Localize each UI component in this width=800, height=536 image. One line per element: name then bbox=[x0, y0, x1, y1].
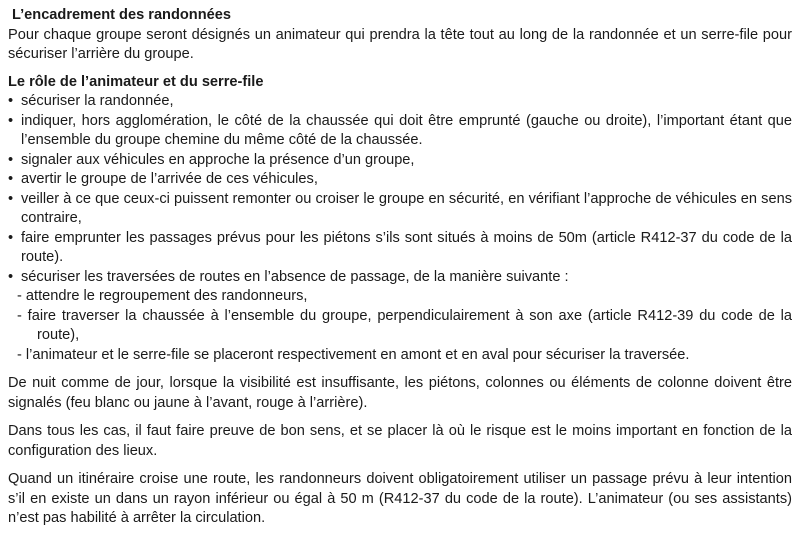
role-list bbox=[8, 92, 792, 365]
intro-paragraph: Pour chaque groupe seront désignés un animateur qui prendra la tête tout au long de la randonnée et un serre-file pour sécuriser l’arrière du groupe. bbox=[8, 26, 792, 62]
sub-list-item: - l’animateur et le serre-file se placeront respectivement en amont et en aval pour sécuriser la traversée. bbox=[8, 346, 792, 366]
section-title-role: Le rôle de l’animateur et du serre-file bbox=[8, 73, 264, 90]
list-item: • signaler aux véhicules en approche la présence d’un groupe, bbox=[8, 151, 792, 171]
sub-list-item: - faire traverser la chaussée à l’ensemble du groupe, perpendiculairement à son axe (article R412-39 du code de la route), bbox=[8, 307, 792, 346]
list-item: • sécuriser les traversées de routes en l’absence de passage, de la manière suivante : bbox=[8, 268, 792, 288]
paragraph-bon-sens: Dans tous les cas, il faut faire preuve de bon sens, et se placer là où le risque est le moins important en fonction de la configuration des lieux. bbox=[8, 423, 792, 459]
paragraph-itineraire: Quand un itinéraire croise une route, les randonneurs doivent obligatoirement utiliser un passage prévu à leur intention s’il en existe un dans un rayon inférieur ou égal à 50 m (R412-37 du code de la route). L’animateur (ou ses assistants) n’est pas habilité à arrêter la circulation. bbox=[8, 471, 792, 526]
sub-list-item: - attendre le regroupement des randonneurs, bbox=[8, 287, 792, 307]
section-title-encadrement: L’encadrement des randonnées bbox=[12, 7, 231, 23]
list-item: • indiquer, hors agglomération, le côté de la chaussée qui doit être emprunté (gauche ou droite), l’important étant que l’ensemble du groupe chemine du même côté de la chaussée. bbox=[8, 112, 792, 151]
list-item: • veiller à ce que ceux-ci puissent remonter ou croiser le groupe en sécurité, en vérifiant l’approche de véhicules en sens contraire, bbox=[8, 190, 792, 229]
list-item: • sécuriser la randonnée, bbox=[8, 92, 792, 112]
list-item: • avertir le groupe de l’arrivée de ces véhicules, bbox=[8, 170, 792, 190]
list-item: • faire emprunter les passages prévus pour les piétons s’ils sont situés à moins de 50m (article R412-37 du code de la route). bbox=[8, 229, 792, 268]
paragraph-visibility: De nuit comme de jour, lorsque la visibilité est insuffisante, les piétons, colonnes ou éléments de colonne doivent être signalés (feu blanc ou jaune à l’avant, rouge à l’arrière). bbox=[8, 375, 792, 411]
